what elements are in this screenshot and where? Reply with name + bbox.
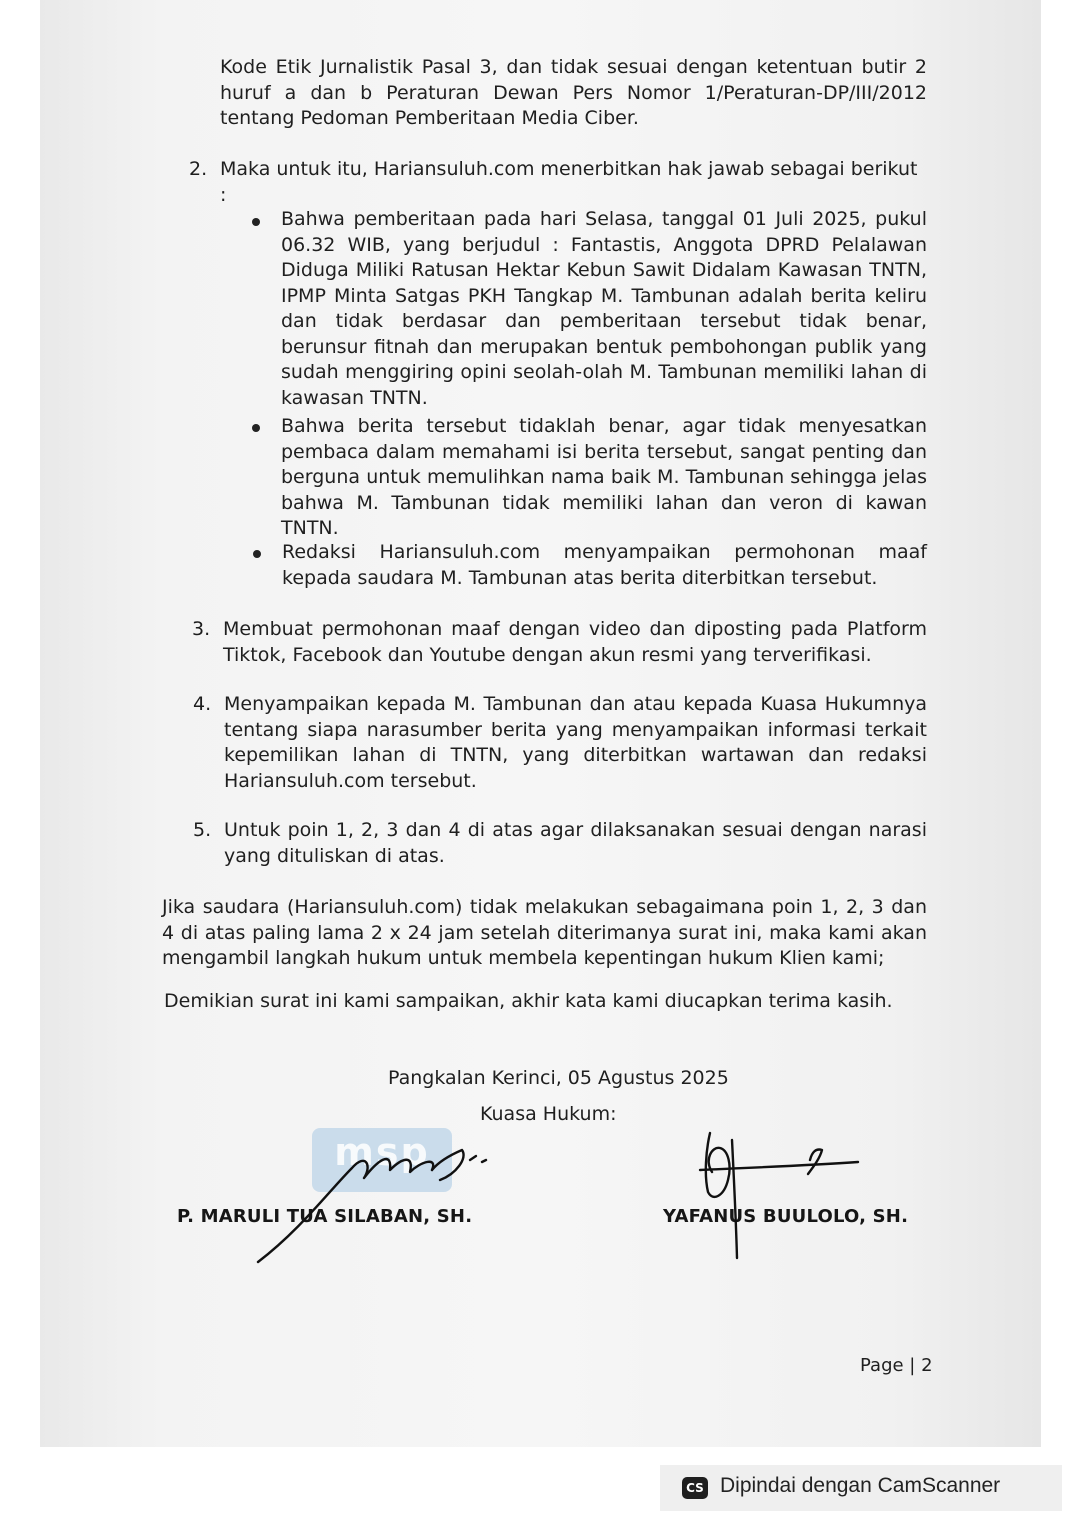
bullet-text: Bahwa berita tersebut tidaklah benar, agar tidak menyesatkan pembaca dalam memahami isi berita tersebut, sangat penting dan berguna untuk memulihkan nama baik M. Tambunan sehingga jelas bahwa M. Tambunan tidak memiliki lahan dan veron di kawan TNTN. bbox=[281, 415, 927, 539]
bullet-dot bbox=[253, 550, 261, 558]
stamp-logo-text: msp bbox=[334, 1130, 430, 1174]
item-number: 2. bbox=[189, 158, 208, 180]
closing-paragraph: Jika saudara (Hariansuluh.com) tidak melakukan sebagaimana poin 1, 2, 3 dan 4 di atas paling lama 2 x 24 jam setelah diterimanya surat ini, maka kami akan mengambil langkah hukum untuk membela kepentingan hukum Klien kami; bbox=[162, 896, 927, 969]
item-text: Untuk poin 1, 2, 3 dan 4 di atas agar dilaksanakan sesuai dengan narasi yang dituliskan di atas. bbox=[224, 819, 927, 867]
camscanner-icon: CS bbox=[682, 1477, 708, 1499]
bullet-dot bbox=[252, 218, 260, 226]
signature-role: Kuasa Hukum: bbox=[480, 1103, 617, 1125]
item-text: Maka untuk itu, Hariansuluh.com menerbitkan hak jawab sebagai berikut : bbox=[220, 158, 918, 206]
item-number: 4. bbox=[193, 693, 212, 715]
item-number: 3. bbox=[192, 618, 211, 640]
camscanner-watermark bbox=[660, 1465, 1062, 1511]
item-number: 5. bbox=[193, 819, 212, 841]
law-firm-stamp bbox=[312, 1128, 452, 1192]
place-date: Pangkalan Kerinci, 05 Agustus 2025 bbox=[388, 1067, 729, 1089]
item-text: Membuat permohonan maaf dengan video dan diposting pada Platform Tiktok, Facebook dan Youtube dengan akun resmi yang terverifikasi. bbox=[223, 618, 927, 666]
camscanner-label: Dipindai dengan CamScanner bbox=[720, 1474, 1001, 1497]
signer-left-name: P. MARULI TUA SILABAN, SH. bbox=[177, 1206, 473, 1227]
bullet-text: Redaksi Hariansuluh.com menyampaikan permohonan maaf kepada saudara M. Tambunan atas berita diterbitkan tersebut. bbox=[282, 541, 927, 589]
closing-sentence: Demikian surat ini kami sampaikan, akhir kata kami diucapkan terima kasih. bbox=[164, 990, 893, 1012]
signer-right-name: YAFANUS BUULOLO, SH. bbox=[663, 1206, 909, 1227]
bullet-dot bbox=[252, 424, 260, 432]
bullet-text: Bahwa pemberitaan pada hari Selasa, tanggal 01 Juli 2025, pukul 06.32 WIB, yang berjudul : Fantastis, Anggota DPRD Pelalawan Diduga Miliki Ratusan Hektar Kebun Sawit Didalam Kawasan TNTN, IPMP Minta Satgas PKH Tangkap M. Tambunan adalah berita keliru dan tidak berdasar dan pemberitaan tersebut tidak benar, berunsur fitnah dan merupakan bentuk pembohongan publik yang sudah menggiring opini seolah-olah M. Tambunan memiliki lahan di kawasan TNTN. bbox=[281, 208, 927, 409]
page-number: Page | 2 bbox=[860, 1355, 933, 1376]
paragraph-point-1-continuation: Kode Etik Jurnalistik Pasal 3, dan tidak sesuai dengan ketentuan butir 2 huruf a dan b Peraturan Dewan Pers Nomor 1/Peraturan-DP/III/2012 tentang Pedoman Pemberitaan Media Ciber. bbox=[220, 56, 927, 129]
item-text: Menyampaikan kepada M. Tambunan dan atau kepada Kuasa Hukumnya tentang siapa narasumber berita yang menyampaikan informasi terkait kepemilikan lahan di TNTN, yang diterbitkan wartawan dan redaksi Hariansuluh.com tersebut. bbox=[224, 693, 927, 792]
